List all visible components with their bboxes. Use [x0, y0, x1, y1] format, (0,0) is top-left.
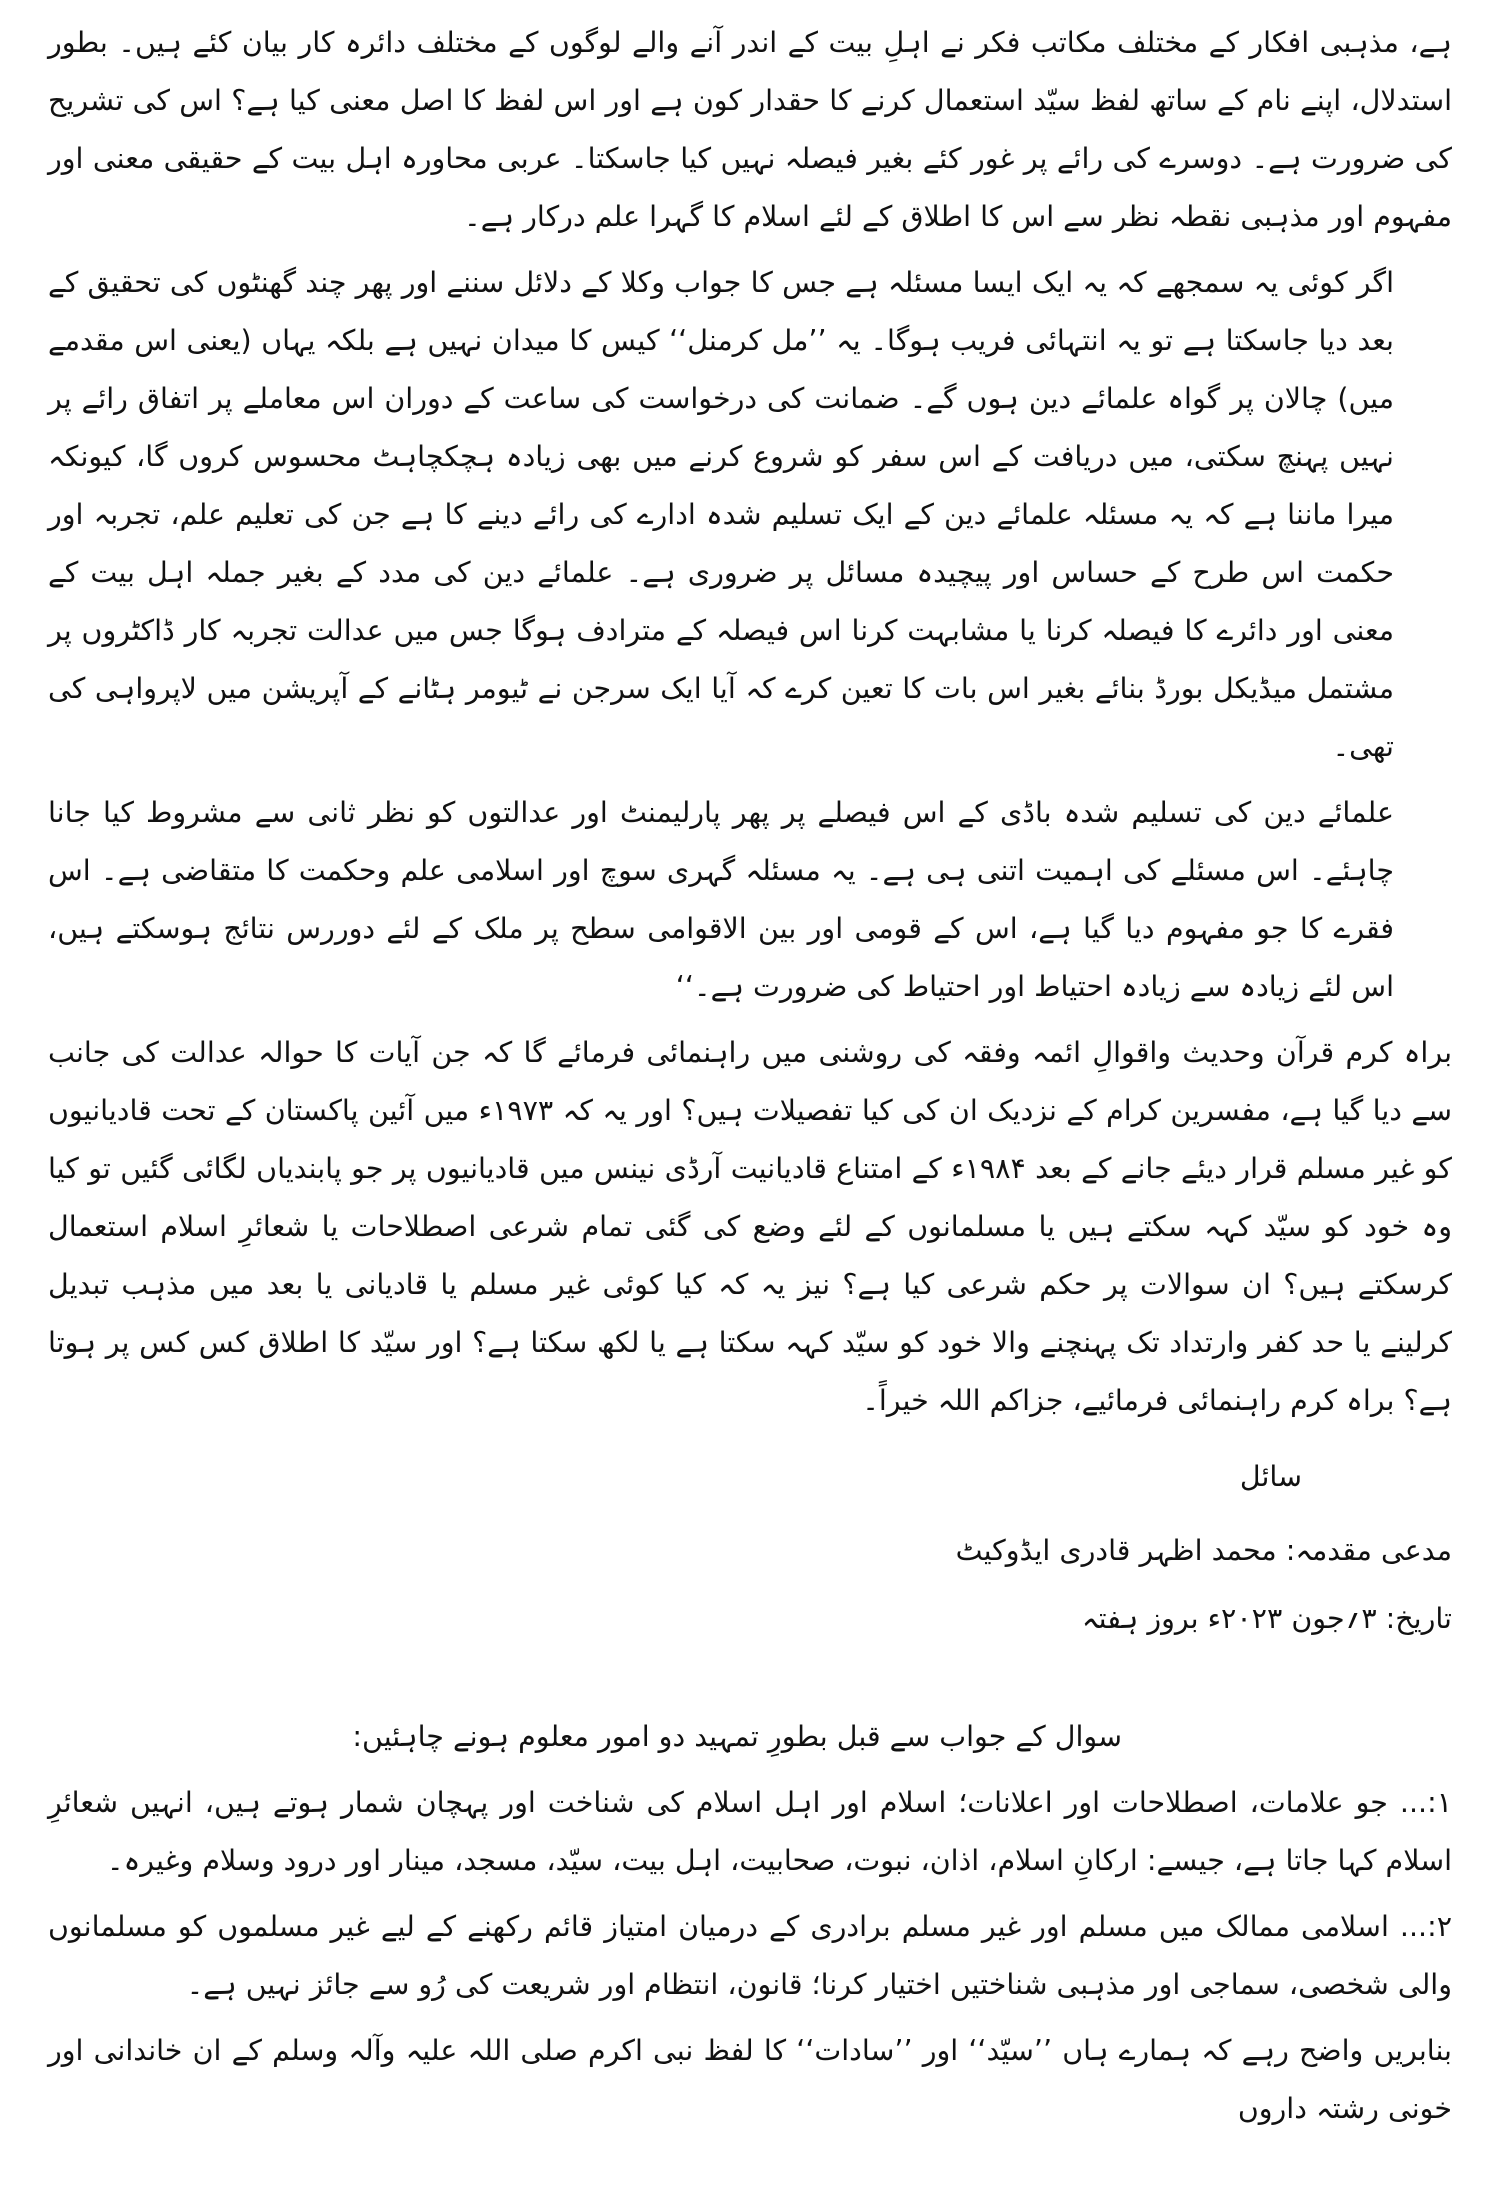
signature-plaintiff: مدعی مقدمہ: محمد اظہر قادری ایڈوکیٹ: [955, 1534, 1452, 1567]
signature-date: تاریخ: ۳؍جون ۲۰۲۳ء بروز ہفتہ: [1081, 1602, 1452, 1635]
paragraph-context-ahl-e-bait: ہے، مذہبی افکار کے مختلف مکاتب فکر نے اہلِ بیت کے اندر آنے والے لوگوں کے مختلف دائرہ کار بیان کئے ہیں۔ بطور استدلال، اپنے نام کے ساتھ لفظ سیّد استعمال کرنے کا حقدار کون ہے اور اس لفظ کا اصل معنی کیا ہے؟ اس کی تشریح کی ضرورت ہے۔ دوسرے کی رائے پر غور کئے بغیر فیصلہ نہیں کیا جاسکتا۔ عربی محاورہ اہل بیت کے حقیقی معنی اور مفہوم اور مذہبی نقطہ نظر سے اس کا اطلاق کے لئے اسلام کا گہرا علم درکار ہے۔: [48, 26, 1453, 233]
paragraph-question: براہ کرم قرآن وحدیث واقوالِ ائمہ وفقہ کی روشنی میں راہنمائی فرمائے گا کہ جن آیات کا حوالہ عدالت کی جانب سے دیا گیا ہے، مفسرین کرام کے نزدیک ان کی کیا تفصیلات ہیں؟ اور یہ کہ ۱۹۷۳ء میں آئین پاکستان کے تحت قادیانیوں کو غیر مسلم قرار دیئے جانے کے بعد ۱۹۸۴ء کے امتناع قادیانیت آرڈی نینس میں قادیانیوں پر جو پابندیاں لگائی گئیں تو کیا وہ خود کو سیّد کہہ سکتے ہیں یا مسلمانوں کے لئے وضع کی گئی تمام شرعی اصطلاحات یا شعائرِ اسلام استعمال کرسکتے ہیں؟ ان سوالات پر حکم شرعی کیا ہے؟ نیز یہ کہ کیا کوئی غیر مسلم یا قادیانی یا بعد میں مذہب تبدیل کرلینے یا حد کفر وارتداد تک پہنچنے والا خود کو سیّد کہہ سکتا ہے یا لکھ سکتا ہے؟ اور سیّد کا اطلاق کس کس پر ہوتا ہے؟ براہ کرم راہنمائی فرمائیے، جزاکم اللہ خیراً۔: [48, 1036, 1452, 1417]
paragraph-court-reasoning: اگر کوئی یہ سمجھے کہ یہ ایک ایسا مسئلہ ہے جس کا جواب وکلا کے دلائل سننے اور پھر چند گھنٹوں کی تحقیق کے بعد دیا جاسکتا ہے تو یہ انتہائی فریب ہوگا۔ یہ ’’مل کرمنل‘‘ کیس کا میدان نہیں ہے بلکہ یہاں (یعنی اس مقدمے میں) چالان پر گواہ علمائے دین ہوں گے۔ ضمانت کی درخواست کی ساعت کے دوران اس معاملے پر اتفاق رائے پر نہیں پہنچ سکتی، میں دریافت کے اس سفر کو شروع کرنے میں بھی زیادہ ہچکچاہٹ محسوس کروں گا، کیونکہ میرا ماننا ہے کہ یہ مسئلہ علمائے دین کے ایک تسلیم شدہ ادارے کی رائے دینے کا ہے جن کی تعلیم علم، تجربہ اور حکمت اس طرح کے حساس اور پیچیدہ مسائل پر ضروری ہے۔ علمائے دین کی مدد کے بغیر جملہ اہل بیت کے معنی اور دائرے کا فیصلہ کرنا یا مشابہت کرنا اس فیصلہ کے مترادف ہوگا جس میں عدالت تجربہ کار ڈاکٹروں پر مشتمل میڈیکل بورڈ بنائے بغیر اس بات کا تعین کرے کہ آیا ایک سرجن نے ٹیومر ہٹانے کے آپریشن میں لاپرواہی کی تھی۔: [48, 266, 1394, 763]
answer-point-1: ۱:... جو علامات، اصطلاحات اور اعلانات؛ اسلام اور اہل اسلام کی شناخت اور پہچان شمار ہوتے ہیں، انہیں شعائرِ اسلام کہا جاتا ہے، جیسے: ارکانِ اسلام، اذان، نبوت، صحابیت، اہل بیت، سیّد، مسجد، مینار اور درود وسلام وغیرہ۔: [48, 1786, 1452, 1877]
answer-conclusion: بنابریں واضح رہے کہ ہمارے ہاں ’’سیّد‘‘ اور ’’سادات‘‘ کا لفظ نبی اکرم صلی اللہ علیہ وآلہ وسلم کے ان خاندانی اور خونی رشتہ داروں: [48, 2034, 1452, 2125]
paragraph-ulema-body: علمائے دین کی تسلیم شدہ باڈی کے اس فیصلے پر پھر پارلیمنٹ اور عدالتوں کو نظر ثانی سے مشروط کیا جانا چاہئے۔ اس مسئلے کی اہمیت اتنی ہی ہے۔ یہ مسئلہ گہری سوچ اور اسلامی علم وحکمت کا متقاضی ہے۔ اس فقرے کا جو مفہوم دیا گیا ہے، اس کے قومی اور بین الاقوامی سطح پر ملک کے لئے دوررس نتائج ہوسکتے ہیں، اس لئے زیادہ سے زیادہ احتیاط اور احتیاط کی ضرورت ہے۔‘‘: [48, 796, 1394, 1003]
answer-heading: سوال کے جواب سے قبل بطورِ تمہید دو امور معلوم ہونے چاہئیں:: [352, 1720, 1122, 1753]
answer-point-2: ۲:... اسلامی ممالک میں مسلم اور غیر مسلم برادری کے درمیان امتیاز قائم رکھنے کے لیے غیر مسلموں کو مسلمانوں والی شخصی، سماجی اور مذہبی شناختیں اختیار کرنا؛ قانون، انتظام اور شریعت کی رُو سے جائز نہیں ہے۔: [48, 1910, 1452, 2001]
signature-role: سائل: [1239, 1460, 1302, 1493]
